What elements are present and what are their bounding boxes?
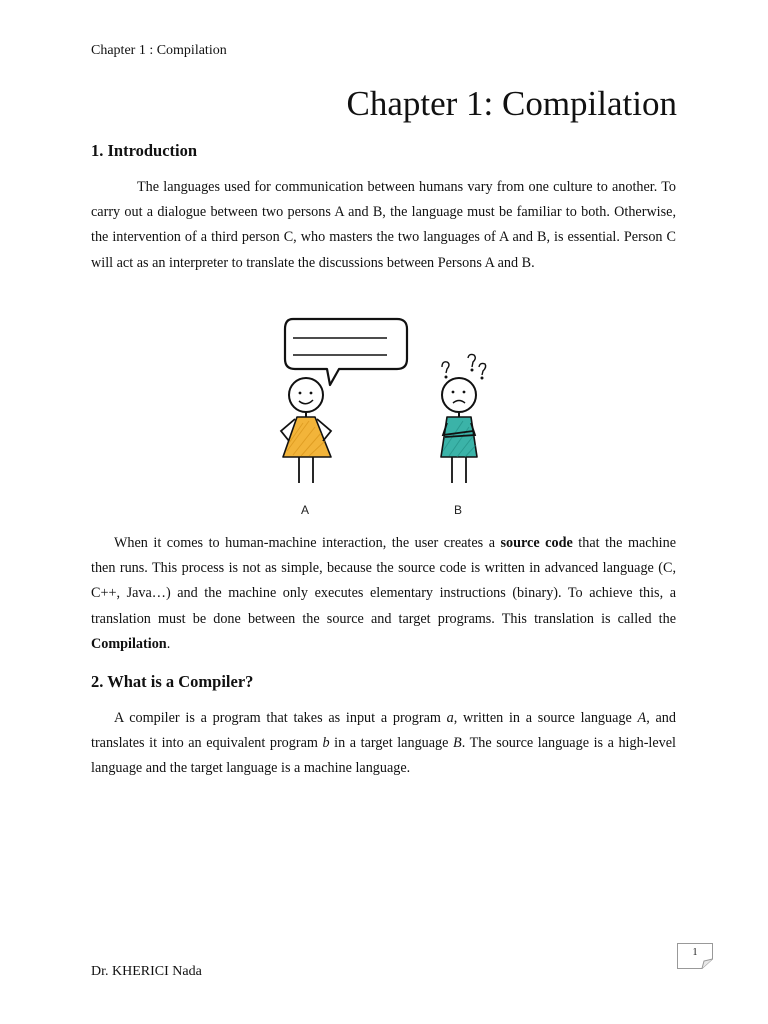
interaction-text-1: When it comes to human-machine interaction, the user creates a	[114, 535, 501, 551]
math-A: A	[637, 710, 647, 726]
math-B: B	[453, 735, 462, 752]
intro-paragraph	[91, 175, 676, 276]
math-a: a	[446, 710, 454, 726]
person-b-figure	[441, 378, 477, 483]
source-code-term: source code	[500, 535, 573, 551]
dialogue-illustration	[275, 311, 490, 521]
interaction-text-3: .	[166, 635, 171, 652]
interaction-paragraph	[91, 531, 676, 657]
compiler-paragraph	[91, 706, 676, 782]
footer-author: Dr. KHERICI Nada	[91, 964, 202, 979]
compiler-text-2: , written in a source language	[453, 710, 638, 726]
figure-label-a: A	[301, 503, 310, 517]
question-mark-icon	[479, 363, 486, 375]
speech-bubble	[285, 319, 407, 385]
page-number: 1	[692, 947, 698, 958]
running-header: Chapter 1 : Compilation	[91, 43, 227, 58]
compilation-term: Compilation	[91, 635, 167, 652]
question-mark-icon	[442, 362, 449, 373]
section-heading-compiler: 2. What is a Compiler?	[91, 672, 254, 691]
figure-label-b: B	[454, 503, 463, 517]
intro-paragraph-text: The languages used for communication between humans vary from one culture to another. To carry out a dialogue between two persons A and B, the language must be familiar to both. Otherwise, the intervention of a third person C, who masters the two languages of A and B, is essential. Person C will act as an interpreter to translate the discussions between Persons A and B.	[91, 179, 676, 271]
compiler-text-5: . The source language is a high-level language and the target language is a machine language.	[91, 735, 676, 777]
interaction-text-2: that the machine then runs. This process is not as simple, because the source code is written in advanced language (C, C++, Java…) and the machine only executes elementary instructions (binary). To achieve this, a translation must be done between the source and target programs. This translation is called the	[91, 535, 676, 627]
question-mark-icon	[468, 354, 475, 367]
section-heading-introduction: 1. Introduction	[91, 141, 198, 160]
compiler-text-3: , and translates it into an equivalent program	[91, 710, 676, 752]
person-a-figure	[281, 378, 331, 483]
compiler-text-1: A compiler is a program that takes as input a program	[114, 710, 447, 726]
chapter-title: Chapter 1: Compilation	[346, 84, 677, 123]
compiler-text-4: in a target language	[329, 735, 454, 752]
math-b: b	[322, 735, 330, 752]
